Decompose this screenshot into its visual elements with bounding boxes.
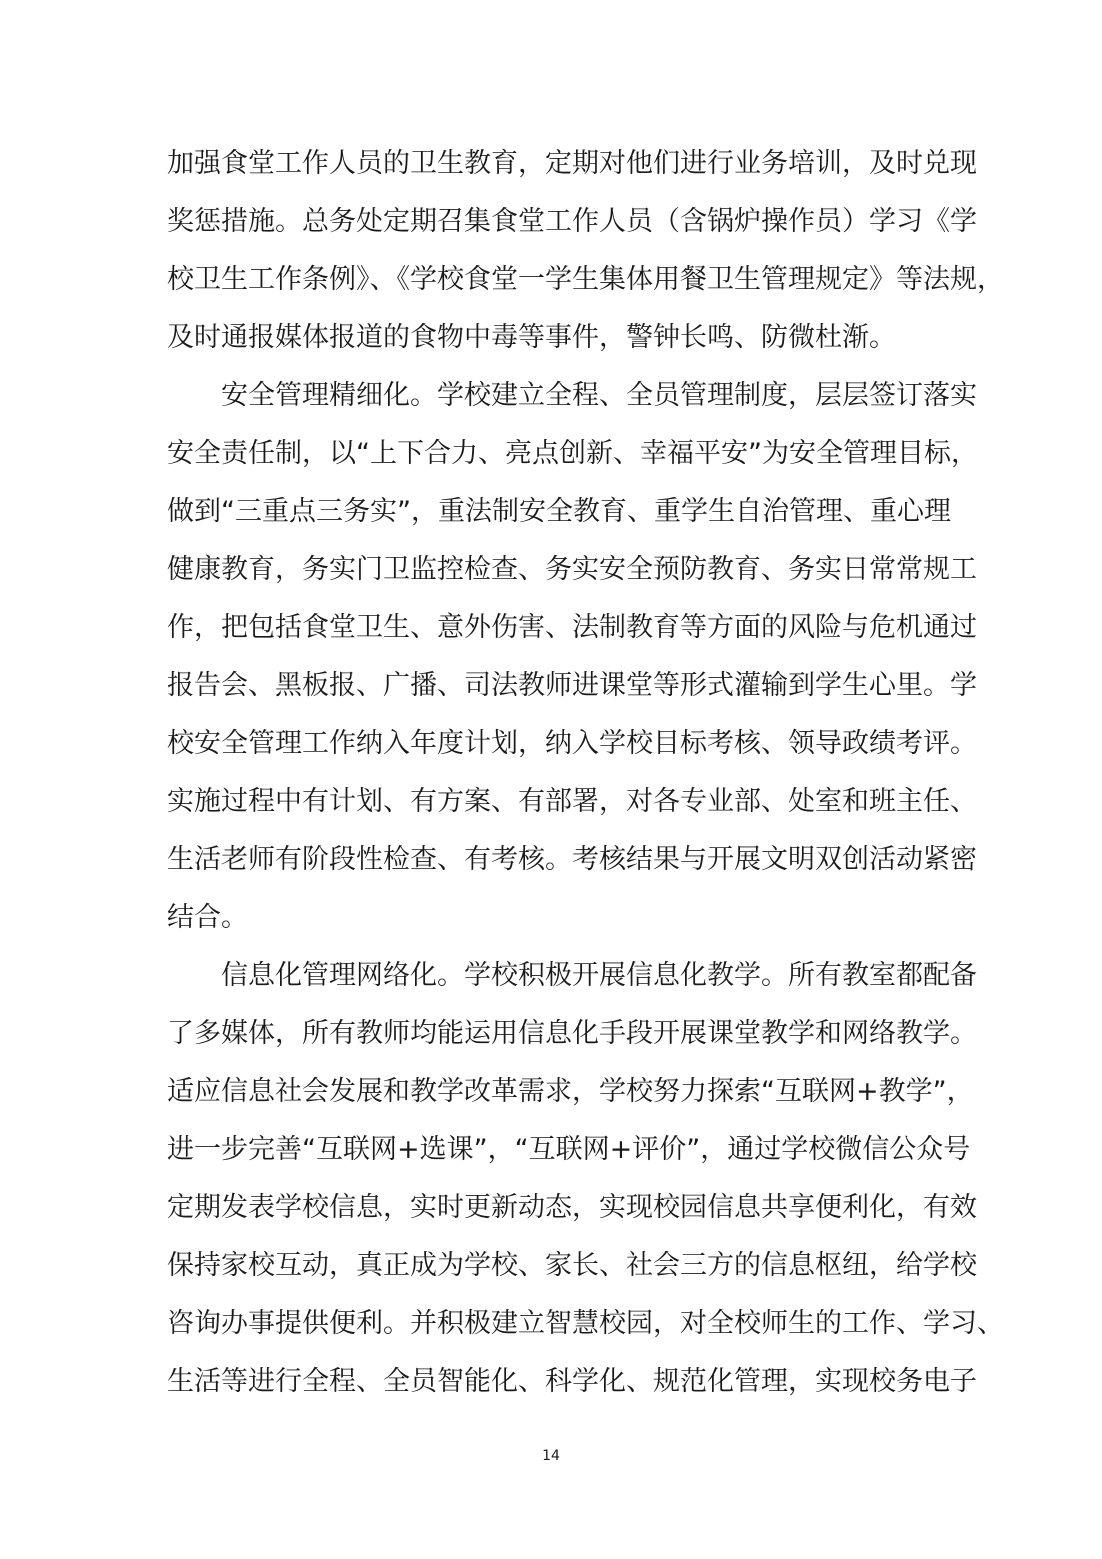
text-line: 适应信息社会发展和教学改革需求，学校努力探索“互联网+教学”， xyxy=(167,1076,974,1107)
paragraph-first-line: 信息化管理网络化。学校积极开展信息化教学。所有教室都配备 xyxy=(221,960,977,991)
text-line: 生活老师有阶段性检查、有考核。考核结果与开展文明双创活动紧密 xyxy=(167,844,977,875)
text-line: 作，把包括食堂卫生、意外伤害、法制教育等方面的风险与危机通过 xyxy=(167,612,977,643)
text-line: 实施过程中有计划、有方案、有部署，对各专业部、处室和班主任、 xyxy=(167,786,977,817)
page-number: 14 xyxy=(542,1448,560,1464)
text-line: 及时通报媒体报道的食物中毒等事件，警钟长鸣、防微杜渐。 xyxy=(167,322,896,353)
paragraph-first-line: 安全管理精细化。学校建立全程、全员管理制度，层层签订落实 xyxy=(221,380,977,411)
text-line: 校卫生工作条例》、《学校食堂一学生集体用餐卫生管理规定》等法规， xyxy=(167,264,1004,295)
text-line: 定期发表学校信息，实时更新动态，实现校园信息共享便利化，有效 xyxy=(167,1192,977,1223)
text-line: 奖惩措施。总务处定期召集食堂工作人员（含锅炉操作员）学习《学 xyxy=(167,206,977,237)
text-line: 咨询办事提供便利。并积极建立智慧校园，对全校师生的工作、学习、 xyxy=(167,1308,1004,1339)
text-line: 做到“三重点三务实”，重法制安全教育、重学生自治管理、重心理 xyxy=(167,496,951,527)
text-line: 进一步完善“互联网+选课”，“互联网+评价”，通过学校微信公众号 xyxy=(167,1134,971,1165)
text-line: 了多媒体，所有教师均能运用信息化手段开展课堂教学和网络教学。 xyxy=(167,1018,977,1049)
text-line: 报告会、黑板报、广播、司法教师进课堂等形式灌输到学生心里。学 xyxy=(167,670,977,701)
text-line: 结合。 xyxy=(167,902,248,933)
text-line: 安全责任制，以“上下合力、亮点创新、幸福平安”为安全管理目标， xyxy=(167,438,978,469)
body-text xyxy=(167,135,1004,1411)
text-line: 加强食堂工作人员的卫生教育，定期对他们进行业务培训，及时兑现 xyxy=(167,148,977,179)
text-line: 健康教育，务实门卫监控检查、务实安全预防教育、务实日常常规工 xyxy=(167,554,977,585)
text-line: 生活等进行全程、全员智能化、科学化、规范化管理，实现校务电子 xyxy=(167,1366,977,1397)
text-line: 保持家校互动，真正成为学校、家长、社会三方的信息枢纽，给学校 xyxy=(167,1250,977,1281)
text-line: 校安全管理工作纳入年度计划，纳入学校目标考核、领导政绩考评。 xyxy=(167,728,977,759)
